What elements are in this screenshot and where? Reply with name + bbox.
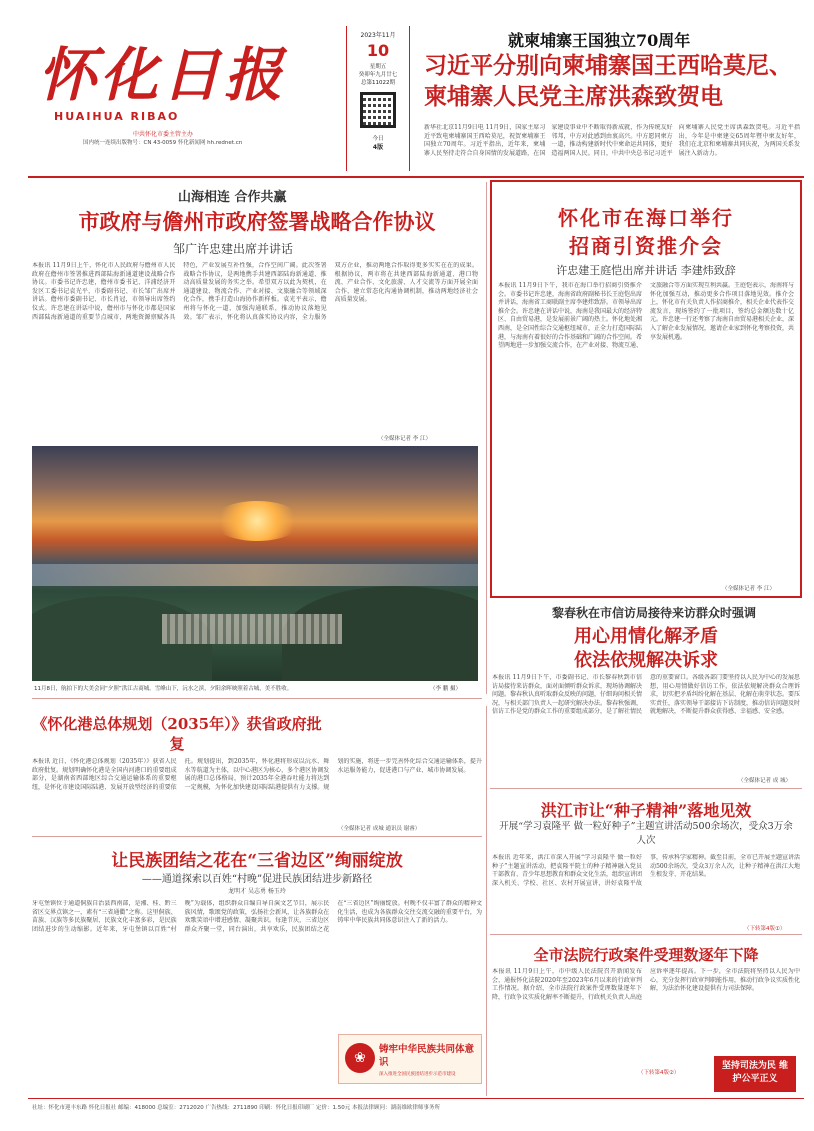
lead-kicker: 就柬埔寨王国独立70周年 xyxy=(508,31,691,50)
community-badge-sub: 深入推进全国民族团结进步示范市建设 xyxy=(379,1072,456,1077)
seed-subhead: 开展“学习袁隆平 做一粒好种子”主题宣讲活动500余场次，受众3万余人次 xyxy=(499,821,793,846)
masthead-cn: 国内统一连续出版物号：CN 43-0059 怀化新闻网 hh.rednet.cn xyxy=(83,140,243,146)
petition-kicker: 黎春秋在市信访局接待来访群众时强调 xyxy=(552,606,757,620)
strategy-byline: （全媒体记者 李 江） xyxy=(378,436,431,442)
seed-byline: （下转第4版①） xyxy=(744,926,786,932)
hainan-headline-2: 招商引资推介会 xyxy=(569,234,723,258)
city-photo xyxy=(32,446,478,681)
newspaper-page xyxy=(28,6,804,1126)
date-box xyxy=(346,26,410,171)
port-byline: （全媒体记者 成城 通讯员 谢睿） xyxy=(338,826,421,832)
photo-caption: 11月8日，航拍下的大美会同“夕照”洪江古商城。雪峰山下，沅水之滨，夕阳余晖映照着古城，美不胜收。 xyxy=(34,686,293,692)
court-headline: 全市法院行政案件受理数逐年下降 xyxy=(533,946,759,964)
petition-text: 本报讯 11月9日下午，市委副书记、市长黎春秋到市信访局接待来访群众，面对面倾听群众诉求，现场协调解决问题。黎春秋认真听取群众反映的问题，仔细询问相关情况，与相关部门负责人一起研究解决办法。黎春秋强调，信访工作是党的群众工作的重要组成部分，是了解社情民意的重要窗口。各级各部门要坚持以人民为中心的发展思想，用心用情做好信访工作，依法依规解决群众合理诉求，切实把矛盾纠纷化解在基层、化解在萌芽状态。要压实责任，落实领导干部接访下访制度，推动信访问题及时就地解决，不断提升群众获得感、幸福感、安全感。 xyxy=(492,674,800,716)
flower-emblem-icon: ❀ xyxy=(345,1043,375,1073)
lead-headline: 习近平分别向柬埔寨国王西哈莫尼、柬埔寨人民党主席洪森致贺电 xyxy=(424,52,792,110)
date-day: 10 xyxy=(366,41,390,60)
ethnic-headline: 让民族团结之花在“三省边区”绚丽绽放 xyxy=(111,851,403,871)
masthead-org: 中共怀化市委主管主办 xyxy=(133,131,194,138)
hainan-subhead: 许忠建王庭恺出席并讲话 李建炜致辞 xyxy=(556,264,736,277)
court-byline: （下转第4版②） xyxy=(638,1070,680,1076)
strategy-subhead: 邹广许忠建出席并讲话 xyxy=(173,242,294,256)
strategy-text: 本报讯 11月9日上午，怀化市人民政府与儋州市人民政府在儋州市签署推进西部陆海新通道建设战略合作协议。市委书记许忠建，儋州市委书记、洋浦经济开发区工委书记袁光平，市委副书记、市长邹广出席并讲话。儋州市委副书记、市长肖冠，市领导出席签约仪式。许忠建在讲话中说，儋州市与怀化市都是国家西部陆海新通道的重要节点城市，两地资源禀赋各具特色，产业发展互补性强，合作空间广阔。此次签署战略合作协议，是两地携手共建西部陆海新通道、推动高质量发展的务实之举。希望双方以此为契机，在通道建设、物流合作、产业对接、文旅融合等领域深化合作，携手打造山海协作新样板。袁光平表示，儋州将与怀化一道，加强沟通联系，推动协议落地见效。邹广表示，怀化将认真落实协议内容，全力服务双方企业，推动两地合作取得更多实实在在的成果。根据协议，两市将在共建西部陆海新通道、港口物流、产业合作、文化旅游、人才交流等方面开展全面合作，建立常态化沟通协调机制，推动两地经济社会高质量发展。 xyxy=(32,262,478,321)
date-weekday: 星期五 xyxy=(369,64,387,70)
hainan-byline: （全媒体记者 李 江） xyxy=(722,586,775,592)
sun-glow-icon xyxy=(212,501,302,541)
edition-label: 4版 xyxy=(372,144,384,151)
masthead-pinyin: HUAIHUA RIBAO xyxy=(54,110,180,123)
qr-code-icon xyxy=(360,92,396,128)
lead-text: 新华社北京11月9日电 11月9日，国家主席习近平致电柬埔寨国王西哈莫尼，祝贺柬埔寨王国独立70周年。习近平指出，近年来，柬埔寨人民坚持走符合自身国情的发展道路，在国家建设事业中不断取得新成就，作为传统友好邻邦，中方对此感到由衷高兴。中方愿同柬方一道，推动构建新时代中柬命运共同体，更好造福两国人民。同日，中共中央总书记习近平向柬埔寨人民党主席洪森致贺电。习近平指出，今年是中柬建交65周年暨中柬友好年，我们在北京和柬埔寨共同庆祝，为两国关系发展注入新动力。 xyxy=(424,124,800,157)
port-text: 本报讯 近日，《怀化港总体规划（2035年）》获省人民政府批复。规划明确怀化港是全国内河港口的重要组成部分，是湖南省西部地区综合交通运输体系的重要枢纽，是怀化市建设国际陆港、发展开放型经济的重要依托。规划提出，到2035年，怀化港将形成以沅水、舞水等航道为主体，以中心港区为核心，多个港区协调发展的港口总体格局，预计2035年全港吞吐能力将达到一定规模，为怀化加快建设国际陆港提供有力支撑。规划的实施，将进一步完善怀化综合交通运输体系，提升水运服务能力，促进港口与产业、城市协调发展。 xyxy=(32,758,482,791)
date-lunar: 癸卯年九月廿七 xyxy=(358,72,398,78)
ethnic-text: 牙屯堡镇位于通道侗族自治县西南部，是湘、桂、黔三省区交界点镇之一，素有“三省通衢”之称。这里侗族、苗族、汉族等多民族聚居，民族文化丰富多彩，是民族团结进步的生动缩影。近年来，牙屯堡镇以百姓“村晚”为载体，组织群众自编自导自演文艺节目，展示民族风情，歌颂党的政策，弘扬社会新风，让各族群众在欢歌笑语中增进感情、凝聚共识。每逢节庆，三省边区群众齐聚一堂，同台演出，共享欢乐，民族团结之花在“三省边区”绚丽绽放。村晚不仅丰富了群众的精神文化生活，也成为各族群众交往交流交融的重要平台，为铸牢中华民族共同体意识注入了新的活力。 xyxy=(32,900,482,933)
petition-headline-2: 依法依规解决诉求 xyxy=(574,650,718,671)
date-issue: 总第11022期 xyxy=(361,80,395,86)
hainan-headline-1: 怀化市在海口举行 xyxy=(558,206,734,230)
date-year: 2023年11月 xyxy=(360,32,396,39)
town-buildings-icon xyxy=(162,614,342,644)
petition-byline: （全媒体记者 成 城） xyxy=(738,778,791,784)
today-label: 今日 xyxy=(372,136,384,142)
masthead-title: 怀化日报 xyxy=(38,41,287,109)
petition-headline-1: 用心用情化解矛盾 xyxy=(574,626,718,647)
footer-info: 社址：怀化市迎丰东路 怀化日报社 邮编：418000 总编室：2712020 广告热线：2711890 印刷：怀化日报印刷厂 定价：1.50元 本报法律顾问：湖南维欧律师事务所 xyxy=(32,1105,440,1111)
strategy-headline: 市政府与儋州市政府签署战略合作协议 xyxy=(78,209,436,234)
community-badge-title: 铸牢中华民族共同体意识 xyxy=(379,1044,475,1068)
photo-credit: （李 鹏 摄） xyxy=(430,686,461,692)
port-headline: 《怀化港总体规划（2035年）》获省政府批复 xyxy=(32,715,322,753)
seed-text: 本报讯 近年来，洪江市深入开展“学习袁隆平 做一粒好种子”主题宣讲活动，把袁隆平院士的种子精神融入党员干部教育、青少年思想教育和群众文化生活，组织宣讲团深入机关、学校、社区、农村开展宣讲，讲好袁隆平故事，传承科学家精神。截至目前，全市已开展主题宣讲活动500余场次，受众3万余人次，让种子精神在洪江大地生根发芽、开花结果。 xyxy=(492,854,800,887)
strategy-kicker: 山海相连 合作共赢 xyxy=(178,190,287,205)
ethnic-subhead: ——通道探索以百姓“村晚”促进民族团结进步新路径 xyxy=(141,874,373,885)
seed-headline: 洪江市让“种子精神”落地见效 xyxy=(540,801,752,820)
community-badge xyxy=(338,1034,482,1084)
hainan-text: 本报讯 11月9日下午，我市在海口举行招商引资推介会。市委书记许忠建，海南省政府副秘书长王庭恺出席并讲话，海南省工商联副主席李建炜致辞。市领导出席推介会。许忠建在讲话中说，海南是我国最大的经济特区、自由贸易港，是发展前景广阔的热土。怀化地处湘西南，是全国性综合交通枢纽城市，正全力打造国际陆港，与海南有着很好的合作基础和广阔的合作空间。希望两地进一步加强交流合作，在产业对接、物流互通、文旅融合等方面实现互利共赢。王庭恺表示，海南将与怀化加强互动，推动更多合作项目落地见效。推介会上，怀化市有关负责人作招商推介，相关企业代表作交流发言，现场签约了一批项目，签约总金额达数十亿元。许忠建一行还考察了海南自由贸易港相关企业，深入了解企业发展情况，邀请企业家到怀化考察投资，共享发展机遇。 xyxy=(498,282,794,350)
law-badge: 坚持司法为民 维护公平正义 xyxy=(714,1056,796,1092)
hainan-box xyxy=(490,180,802,598)
river-icon xyxy=(32,564,478,586)
court-text: 本报讯 11月9日上午，市中级人民法院召开新闻发布会，通报怀化法院2020年至2023年6月以来的行政审判工作情况。据介绍，全市法院行政案件受理数量逐年下降，行政争议实质化解率不断提升，行政机关负责人出庭应诉率逐年提高。下一步，全市法院将坚持以人民为中心，充分发挥行政审判职能作用，推动行政争议实质性化解，为法治怀化建设提供有力司法保障。 xyxy=(492,968,800,1001)
ethnic-byline: 龙明才 吴志勇 杨玉玲 xyxy=(228,888,286,895)
